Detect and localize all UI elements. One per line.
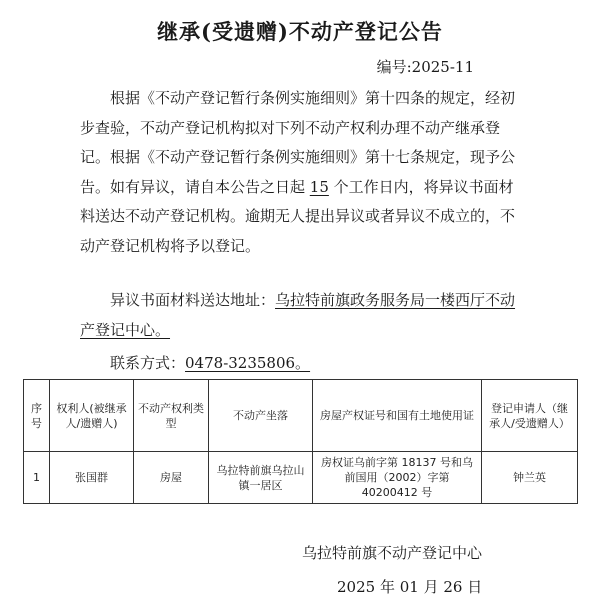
header-holder: 权利人(被继承人/遗赠人): [50, 380, 134, 452]
address-value: 乌拉特前旗政务服务局一楼西厅不动产登记中心。: [80, 291, 516, 339]
cell-right-type: 房屋: [134, 452, 209, 504]
contact-label: 联系方式：: [110, 354, 186, 372]
cell-seq: 1: [24, 452, 50, 504]
contact-phone: 0478-3235806。: [185, 354, 311, 372]
header-location: 不动产坐落: [209, 380, 313, 452]
document-number: 编号:2025-11: [376, 58, 474, 76]
table-header-row: [24, 380, 578, 452]
contact-paragraph: [80, 349, 520, 379]
body-text-part2: 个工作日内，将异议书面材料送达不动产登记机构。逾期无人提出异议或者异议不成立的，不动产登记机构将予以登记。: [80, 177, 516, 255]
notice-title: 继承(受遗赠)不动产登记公告: [157, 19, 443, 44]
address-label: 异议书面材料送达地址：: [110, 291, 276, 309]
header-seq: 序号: [24, 380, 50, 452]
header-certificate: 房屋产权证号和国有土地使用证: [313, 380, 482, 452]
table-row: [24, 452, 578, 504]
cell-location: 乌拉特前旗乌拉山镇一居区: [209, 452, 313, 504]
cell-certificate: 房权证乌前字第 18137 号和乌前国用（2002）字第 40200412 号: [313, 452, 482, 504]
cell-applicant: 钟兰英: [482, 452, 578, 504]
notice-body-paragraph: [80, 84, 520, 261]
registration-table: [23, 379, 578, 504]
header-applicant: 登记申请人（继承人/受遗赠人）: [482, 380, 578, 452]
issuing-organization: 乌拉特前旗不动产登记中心: [302, 544, 483, 562]
objection-days: 15: [309, 177, 329, 196]
cell-holder: 张国群: [50, 452, 134, 504]
objection-address-paragraph: [80, 286, 520, 345]
body-text-part1: 根据《不动产登记暂行条例实施细则》第十四条的规定，经初步查验，不动产登记机构拟对下列不动产权利办理不动产继承登记。根据《不动产登记暂行条例实施细则》第十七条规定，现予公告。如有异议，请自本公告之日起: [80, 89, 516, 196]
issue-date: 2025 年 01 月 26 日: [337, 578, 483, 596]
header-right-type: 不动产权利类型: [134, 380, 209, 452]
